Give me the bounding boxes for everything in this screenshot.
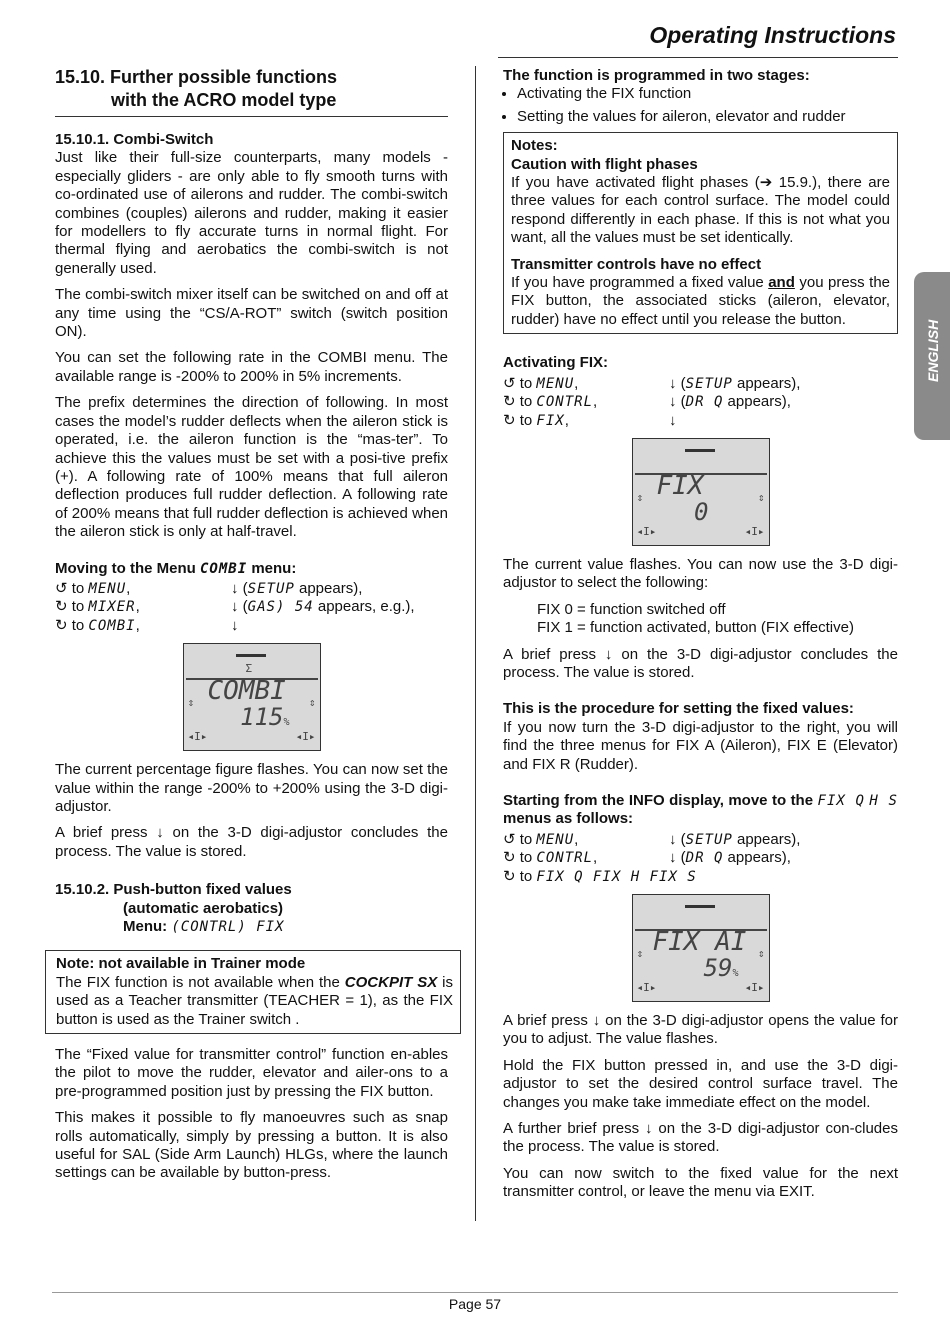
activating-heading: Activating FIX: xyxy=(503,354,609,372)
paragraph: The “Fixed value for transmitter control” function en-ables the pilot to move the rudder, elevator and ailer-ons to a pre-programmed position just by pressing the FIX button. xyxy=(55,1046,448,1100)
fix-heading: 15.10.2. Push-button fixed values (automatic aerobatics) Menu: (CONTRL) FIX xyxy=(55,881,292,935)
combi-heading: 15.10.1. Combi-Switch xyxy=(55,131,214,148)
trim-icon: ⇕ xyxy=(308,696,316,710)
section-title xyxy=(55,66,448,117)
right-column xyxy=(503,66,898,1210)
fix1-option: FIX 1 = function activated, button (FIX effective) xyxy=(537,619,854,637)
paragraph: The combi-switch mixer itself can be switched on and off at any time using the “CS/A-ROT” switch (switch position ON). xyxy=(55,286,448,341)
paragraph: You can now switch to the fixed value for the next transmitter control, or leave the menu via EXIT. xyxy=(503,1164,898,1201)
title-line2: with the ACRO model type xyxy=(111,90,337,110)
header-title: Operating Instructions xyxy=(649,22,896,48)
model-icon xyxy=(236,654,266,657)
list-item: • Setting the values for aileron, elevator and rudder xyxy=(517,108,898,126)
column-divider xyxy=(475,66,476,1221)
lcd-line1: COMBI xyxy=(207,676,286,707)
paragraph: You can set the following rate in the COMBI menu. The available range is -200% to 200% in 5% increments. xyxy=(55,349,448,385)
notes-box: Notes: Caution with flight phases If you have activated flight phases (➔ 15.9.), there are three values for each control surface. The model could respond differently in each phase. If this is not what you want, all the values must be set identically. Transmitter controls have no effect If you have programmed a fixed value and you press the FIX button, the associated sticks (aileron, elevator, rudder) have no effect until you release the button. xyxy=(503,132,898,334)
page-number: Page 57 xyxy=(448,1296,502,1312)
lcd-display-fix-a: FIX AI 59% ⇕ ⇕ ◂I▸ ◂I▸ xyxy=(632,894,770,1002)
lcd-line2: 115% xyxy=(240,703,290,732)
language-tab-label: ENGLISH xyxy=(925,319,941,382)
fix0-option: FIX 0 = function switched off xyxy=(537,600,726,618)
paragraph: The current percentage figure flashes. You can now set the value within the range -200% to +200% using the 3-D digi-adjustor. xyxy=(55,761,448,815)
nav-result: ↓ xyxy=(231,616,239,634)
paragraph: Hold the FIX button pressed in, and use the 3-D digi-adjustor to set the desired control surface travel. The changes you make take immediate effect on the model. xyxy=(503,1056,898,1111)
paragraph: This makes it possible to fly manoeuvres such as snap rolls automatically, simply by pressing a button. It is also useful for SAL (Side Arm Launch) HLGs, where the launch settings can be available by button-press. xyxy=(55,1109,448,1182)
footer-rule xyxy=(52,1292,898,1293)
paragraph: If you now turn the 3-D digi-adjustor to the right, you will find the three menus for FIX A (Aileron), FIX E (Elevator) and FIX R (Rudder). xyxy=(503,718,898,773)
trainer-note: Note: not available in Trainer mode The FIX function is not available when the COCKPIT SX is used as a Teacher transmitter (TEACHER = 1), as the FIX button is used as the Trainer switch . xyxy=(45,950,461,1034)
lcd-display-fix: FIX 0 ⇕ ⇕ ◂I▸ ◂I▸ xyxy=(632,438,770,546)
trim-icon: ◂I▸ xyxy=(295,729,316,743)
header-rule xyxy=(498,57,898,58)
trim-icon: ⇕ xyxy=(187,696,195,710)
lcd-display-combi xyxy=(183,643,321,751)
paragraph: Just like their full-size counterparts, many models - especially gliders - are only able to fly smooth turns with co-ordinated use of ailerons and rudder. The combi-switch combines (couples) ailerons and rudder, making it easier for modellers to fly accurate turns in normal flight. For thermal flying and aerobatics the combi-switch is not generally used. xyxy=(55,149,448,277)
nav-steps: ↺ to MENU, ↓ (SETUP appears), ↻ to CONTRL, ↓ (DR Q appears), ↻ to FIX, ↓ xyxy=(503,374,801,429)
nav-steps: ↺ to MENU, ↓ (SETUP appears), ↻ to CONTRL, ↓ (DR Q appears), ↻ to FIX Q FIX H FIX S xyxy=(503,830,801,885)
nav-step: ↻ to COMBI, xyxy=(55,616,140,634)
nav-step: ↺ to MENU, xyxy=(55,579,131,597)
paragraph: A brief press ↓ on the 3-D digi-adjustor concludes the process. The value is stored. xyxy=(55,824,448,860)
paragraph: A brief press ↓ on the 3-D digi-adjustor concludes the process. The value is stored. xyxy=(503,645,898,681)
start-heading: Starting from the INFO display, move to the FIX Q H S menus as follows: xyxy=(503,791,898,828)
paragraph: The current value flashes. You can now use the 3-D digi-adjustor to select the following: xyxy=(503,555,898,592)
left-column xyxy=(55,66,453,1191)
nav-result: ↓ (SETUP appears), xyxy=(231,579,363,597)
list-item: • Activating the FIX function xyxy=(517,85,898,103)
language-tab xyxy=(914,272,950,440)
nav-result: ↓ (GAS) 54 appears, e.g.), xyxy=(231,598,415,616)
sigma-icon: Σ xyxy=(245,662,253,676)
stages-list xyxy=(503,85,898,126)
paragraph: A further brief press ↓ on the 3-D digi-adjustor con-cludes the process. The value is stored. xyxy=(503,1120,898,1156)
paragraph: A brief press ↓ on the 3-D digi-adjustor opens the value for you to adjust. The value flashes. xyxy=(503,1012,898,1048)
procedure-heading: This is the procedure for setting the fixed values: xyxy=(503,700,854,718)
trim-icon: ◂I▸ xyxy=(187,729,208,743)
nav-heading: Moving to the Menu COMBI menu: xyxy=(55,559,297,577)
title-line1: 15.10. Further possible functions xyxy=(55,67,338,87)
nav-step: ↻ to MIXER, xyxy=(55,598,140,616)
paragraph: The prefix determines the direction of following. In most cases the model’s rudder deflects when the aileron stick is operated, i.e. the aileron function is the “mas-ter”. To achieve this the values must be set with a posi-tive prefix (+). A following rate of 100% means that full aileron deflection produces full rudder deflection. A following rate of 200% means that full rudder deflection is achieved when the aileron stick is only at half-travel. xyxy=(55,394,448,541)
nav-steps xyxy=(55,580,448,635)
stages-heading: The function is programmed in two stages: xyxy=(503,67,810,84)
